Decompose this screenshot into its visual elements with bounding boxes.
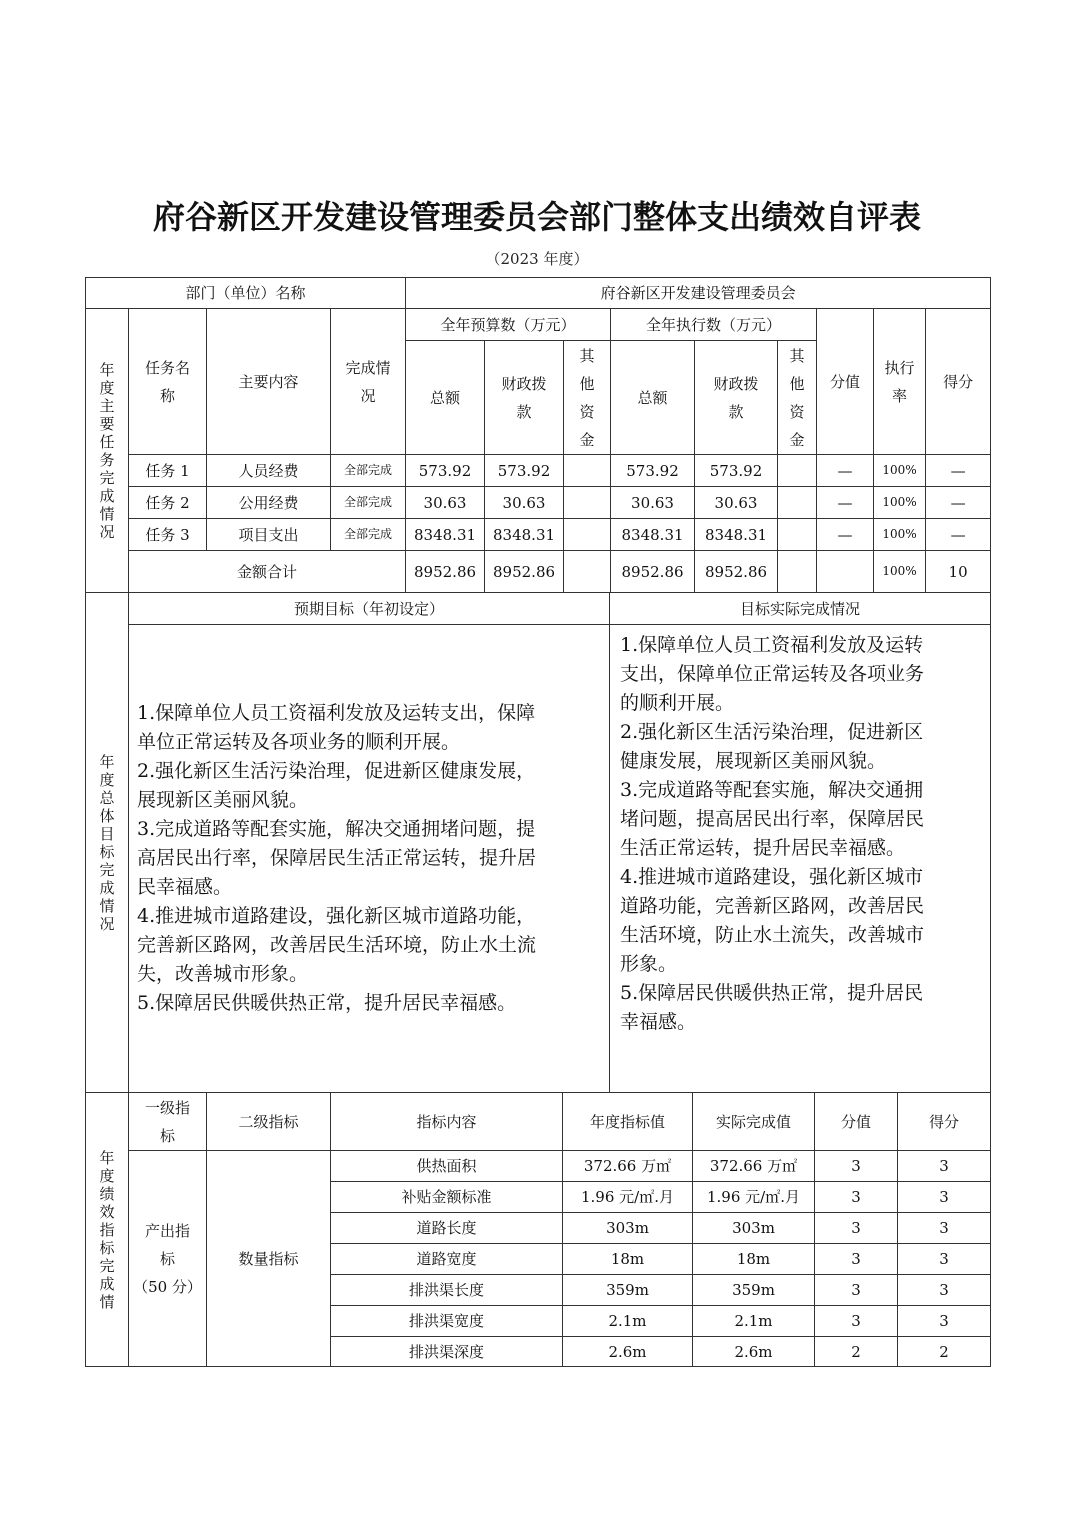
header-exec-other: 其 他 资 金 <box>778 341 817 455</box>
budget-other <box>564 487 611 519</box>
indicator-value: 3 <box>815 1275 898 1306</box>
indicators-side-label: 年 度 绩 效 指 标 完 成 情 <box>86 1093 129 1367</box>
header-indicator-content: 指标内容 <box>331 1093 563 1151</box>
exec-other <box>778 519 817 551</box>
indicators-header-row <box>86 1093 991 1151</box>
dept-label: 部门（单位）名称 <box>86 278 406 309</box>
indicator-target: 372.66 万㎡ <box>563 1151 693 1182</box>
indicator-content: 道路宽度 <box>331 1244 563 1275</box>
indicator-content: 排洪渠长度 <box>331 1275 563 1306</box>
exec-fiscal: 30.63 <box>695 487 778 519</box>
indicator-actual: 2.1m <box>693 1306 815 1337</box>
indicator-score: 3 <box>898 1306 991 1337</box>
indicator-actual: 372.66 万㎡ <box>693 1151 815 1182</box>
expected-goals-header: 预期目标（年初设定） <box>129 593 610 625</box>
exec-total: 8348.31 <box>611 519 695 551</box>
task-status: 全部完成 <box>331 519 406 551</box>
indicator-target: 359m <box>563 1275 693 1306</box>
indicator-score: 3 <box>898 1275 991 1306</box>
task-status: 全部完成 <box>331 487 406 519</box>
goals-header-row <box>86 593 991 625</box>
goals-body-row <box>86 625 991 1093</box>
header-level1: 一级指 标 <box>129 1093 207 1151</box>
header-score-value: 分值 <box>817 309 874 455</box>
task-status: 全部完成 <box>331 455 406 487</box>
budget-other <box>564 455 611 487</box>
page-subtitle: （2023 年度） <box>485 250 589 268</box>
task-content: 人员经费 <box>207 455 331 487</box>
task-content: 项目支出 <box>207 519 331 551</box>
score-value: — <box>817 487 874 519</box>
indicator-content: 供热面积 <box>331 1151 563 1182</box>
indicator-content: 补贴金额标准 <box>331 1182 563 1213</box>
goal-item: 4.推进城市道路建设，强化新区城市道路功能，完善新区路网，改善居民生活环境，防止水土流失，改善城市形象。 <box>620 866 925 975</box>
header-budget-total: 总额 <box>406 341 485 455</box>
indicator-target: 303m <box>563 1213 693 1244</box>
budget-fiscal: 8348.31 <box>485 519 564 551</box>
exec-other <box>778 487 817 519</box>
indicator-value: 2 <box>815 1337 898 1367</box>
table-row <box>86 1151 991 1182</box>
expected-goals-text <box>129 625 610 1093</box>
indicator-value: 3 <box>815 1306 898 1337</box>
header-budget-fiscal: 财政拨 款 <box>485 341 564 455</box>
indicator-score: 3 <box>898 1213 991 1244</box>
indicator-actual: 359m <box>693 1275 815 1306</box>
score-value: — <box>817 519 874 551</box>
header-completion: 完成情 况 <box>331 309 406 455</box>
total-score: 10 <box>926 551 991 593</box>
total-exec-fiscal: 8952.86 <box>695 551 778 593</box>
indicator-value: 3 <box>815 1151 898 1182</box>
header-exec-total: 总额 <box>611 341 695 455</box>
budget-other <box>564 519 611 551</box>
header-task-name: 任务名 称 <box>129 309 207 455</box>
total-exec-total: 8952.86 <box>611 551 695 593</box>
exec-rate: 100% <box>874 455 926 487</box>
indicator-value: 3 <box>815 1213 898 1244</box>
indicator-score: 3 <box>898 1151 991 1182</box>
indicator-target: 2.6m <box>563 1337 693 1367</box>
task-name: 任务 1 <box>129 455 207 487</box>
indicator-value: 3 <box>815 1182 898 1213</box>
score-value: — <box>817 455 874 487</box>
indicator-target: 1.96 元/㎡.月 <box>563 1182 693 1213</box>
goal-item: 1.保障单位人员工资福利发放及运转支出，保障单位正常运转及各项业务的顺利开展。 <box>137 702 536 753</box>
goal-item: 4.推进城市道路建设，强化新区城市道路功能，完善新区路网，改善居民生活环境，防止水土流失，改善城市形象。 <box>137 905 537 985</box>
exec-fiscal: 8348.31 <box>695 519 778 551</box>
dept-row <box>86 278 991 309</box>
exec-rate: 100% <box>874 487 926 519</box>
exec-rate: 100% <box>874 519 926 551</box>
header-level2: 二级指标 <box>207 1093 331 1151</box>
total-exec-other <box>778 551 817 593</box>
indicators-table <box>85 1092 991 1367</box>
tasks-side-label: 年 度 主 要 任 务 完 成 情 况 <box>86 309 129 593</box>
level1-output-indicator: 产出指 标 （50 分） <box>129 1151 207 1367</box>
goal-item: 1.保障单位人员工资福利发放及运转支出，保障单位正常运转及各项业务的顺利开展。 <box>620 634 925 714</box>
budget-total: 573.92 <box>406 455 485 487</box>
header-score: 得分 <box>898 1093 991 1151</box>
level2-quantity-indicator: 数量指标 <box>207 1151 331 1367</box>
header-target: 年度指标值 <box>563 1093 693 1151</box>
total-budget-total: 8952.86 <box>406 551 485 593</box>
table-row <box>86 519 991 551</box>
actual-goals-header: 目标实际完成情况 <box>610 593 991 625</box>
exec-other <box>778 455 817 487</box>
indicator-score: 2 <box>898 1337 991 1367</box>
indicator-actual: 18m <box>693 1244 815 1275</box>
indicator-actual: 303m <box>693 1213 815 1244</box>
exec-fiscal: 573.92 <box>695 455 778 487</box>
table-row <box>86 455 991 487</box>
tasks-header-row-1 <box>86 309 991 341</box>
header-score: 得分 <box>926 309 991 455</box>
tasks-table <box>85 277 991 593</box>
task-name: 任务 2 <box>129 487 207 519</box>
indicator-content: 排洪渠深度 <box>331 1337 563 1367</box>
goal-item: 3.完成道路等配套实施，解决交通拥堵问题，提高居民出行率，保障居民生活正常运转，提升居民幸福感。 <box>137 818 537 898</box>
dept-value: 府谷新区开发建设管理委员会 <box>406 278 991 309</box>
indicator-score: 3 <box>898 1244 991 1275</box>
budget-fiscal: 30.63 <box>485 487 564 519</box>
budget-fiscal: 573.92 <box>485 455 564 487</box>
goal-item: 2.强化新区生活污染治理，促进新区健康发展，展现新区美丽风貌。 <box>620 721 924 772</box>
exec-total: 573.92 <box>611 455 695 487</box>
table-row <box>86 487 991 519</box>
header-actual: 实际完成值 <box>693 1093 815 1151</box>
task-content: 公用经费 <box>207 487 331 519</box>
total-exec-rate: 100% <box>874 551 926 593</box>
total-label: 金额合计 <box>129 551 406 593</box>
score: — <box>926 487 991 519</box>
total-budget-other <box>564 551 611 593</box>
header-budget-group: 全年预算数（万元） <box>406 309 611 341</box>
budget-total: 8348.31 <box>406 519 485 551</box>
indicator-content: 道路长度 <box>331 1213 563 1244</box>
goal-item: 5.保障居民供暖供热正常，提升居民幸福感。 <box>137 992 517 1014</box>
indicator-value: 3 <box>815 1244 898 1275</box>
goals-side-label: 年 度 总 体 目 标 完 成 情 况 <box>86 593 129 1093</box>
score: — <box>926 455 991 487</box>
goal-item: 5.保障居民供暖供热正常，提升居民幸福感。 <box>620 982 924 1033</box>
total-budget-fiscal: 8952.86 <box>485 551 564 593</box>
score: — <box>926 519 991 551</box>
header-main-content: 主要内容 <box>207 309 331 455</box>
indicator-score: 3 <box>898 1182 991 1213</box>
total-score-value <box>817 551 874 593</box>
indicator-target: 18m <box>563 1244 693 1275</box>
goals-table <box>85 592 991 1093</box>
exec-total: 30.63 <box>611 487 695 519</box>
actual-goals-text <box>610 625 991 1093</box>
goal-item: 3.完成道路等配套实施，解决交通拥堵问题，提高居民出行率，保障居民生活正常运转，提升居民幸福感。 <box>620 779 925 859</box>
total-row <box>86 551 991 593</box>
indicator-target: 2.1m <box>563 1306 693 1337</box>
header-exec-rate: 执行 率 <box>874 309 926 455</box>
task-name: 任务 3 <box>129 519 207 551</box>
header-exec-fiscal: 财政拨 款 <box>695 341 778 455</box>
page-title: 府谷新区开发建设管理委员会部门整体支出绩效自评表 <box>152 198 921 236</box>
header-budget-other: 其 他 资 金 <box>564 341 611 455</box>
header-exec-group: 全年执行数（万元） <box>611 309 817 341</box>
header-value: 分值 <box>815 1093 898 1151</box>
indicator-content: 排洪渠宽度 <box>331 1306 563 1337</box>
indicator-actual: 2.6m <box>693 1337 815 1367</box>
goal-item: 2.强化新区生活污染治理，促进新区健康发展，展现新区美丽风貌。 <box>137 760 536 811</box>
indicator-actual: 1.96 元/㎡.月 <box>693 1182 815 1213</box>
budget-total: 30.63 <box>406 487 485 519</box>
